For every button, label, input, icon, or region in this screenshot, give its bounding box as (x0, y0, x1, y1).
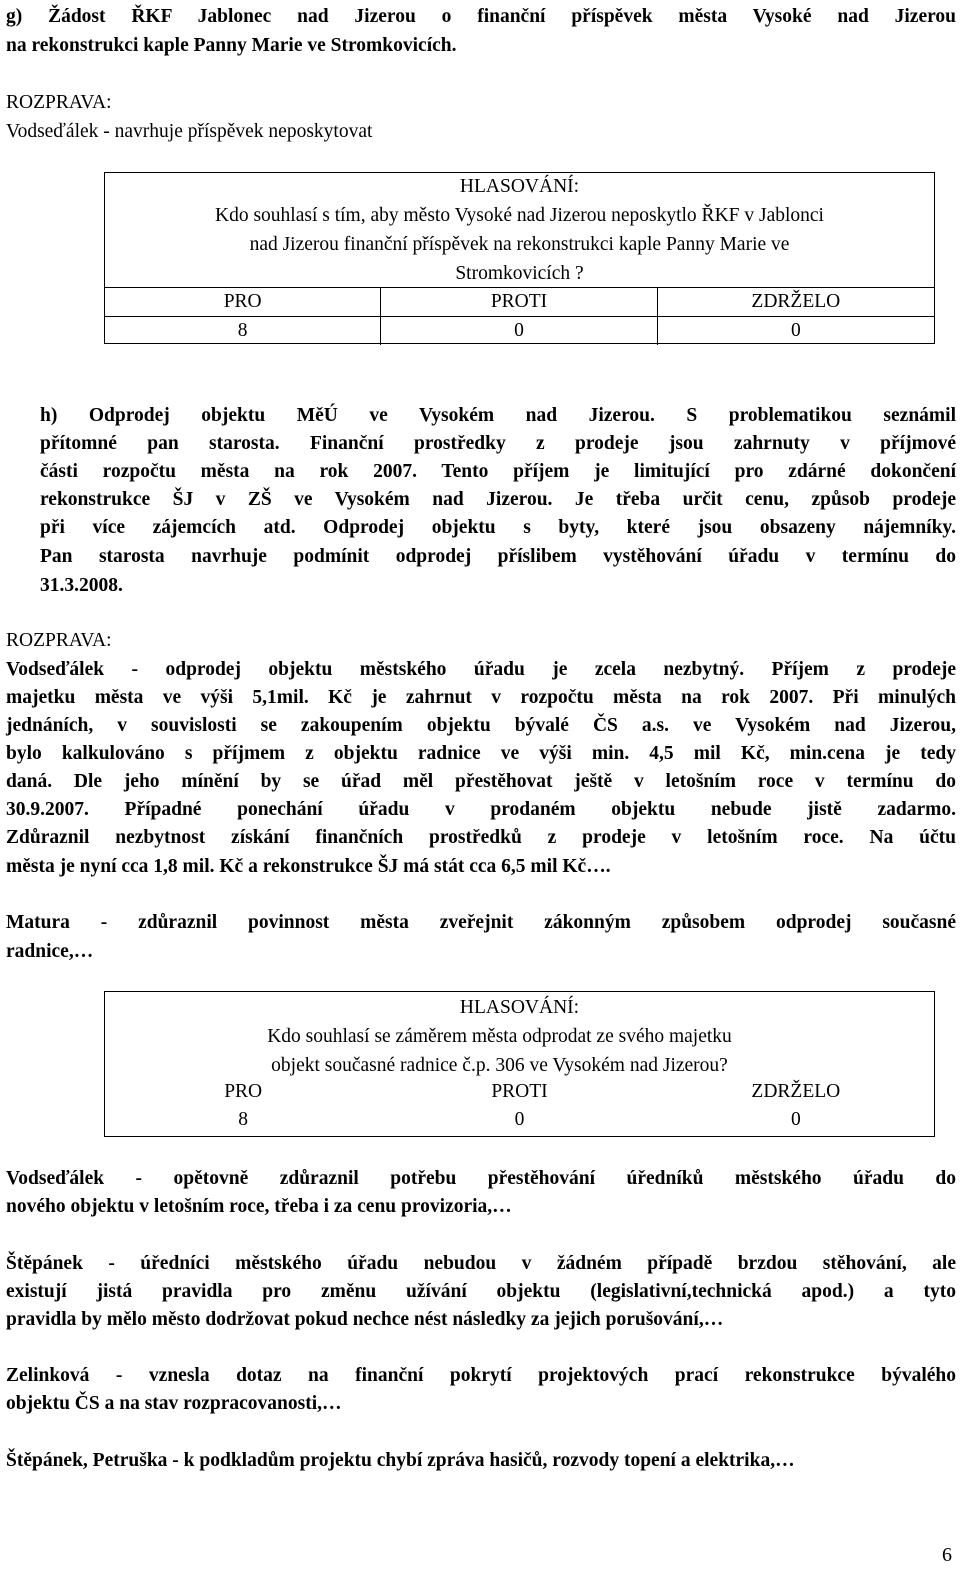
item-g-title-line1: g) Žádost ŘKF Jablonec nad Jizerou o finanční příspěvek města Vysoké nad Jizerou (6, 6, 956, 27)
discussion-matura-line1: Matura - zdůraznil povinnost města zveřejnit zákonným způsobem odprodej současné (6, 912, 956, 933)
item-h-line3: části rozpočtu města na rok 2007. Tento příjem je limitující pro zdárné dokončení (40, 461, 956, 482)
item-g-title-line2: na rekonstrukci kaple Panny Marie ve Stromkovicích. (6, 35, 457, 56)
discussion-vodsedalek-line6: 30.9.2007. Případné ponechání úřadu v prodaném objektu nebude jistě zadarmo. (6, 799, 956, 820)
vote-heading: HLASOVÁNÍ: (459, 997, 580, 1018)
discussion-zelinkova-line2: objektu ČS a na stav rozpracovanosti,… (6, 1393, 342, 1414)
item-h-rozprava-label: ROZPRAVA: (6, 630, 112, 651)
vote-question-line1: Kdo souhlasí se záměrem města odprodat ze svého majetku (267, 1026, 732, 1047)
vote-header-proti: PROTI (381, 287, 657, 316)
vote-question-line3: Stromkovicích ? (455, 263, 584, 284)
discussion-vodsedalek-line3: jednáních, v souvislosti se zakoupením objektu bývalé ČS a.s. ve Vysokém nad Jizerou, (6, 715, 956, 736)
discussion-stepanek-petruska: Štěpánek, Petruška - k podkladům projektu chybí zpráva hasičů, rozvody topení a elektrika,… (6, 1450, 795, 1471)
discussion-vodsedalek2-line1: Vodseďálek - opětovně zdůraznil potřebu přestěhování úředníků městského úřadu do (6, 1168, 956, 1189)
vote-header-proti: PROTI (491, 1081, 548, 1102)
vote-heading: HLASOVÁNÍ: (459, 176, 580, 197)
discussion-vodsedalek-line4: bylo kalkulováno s příjmem z objektu radnice ve výši min. 4,5 mil Kč, min.cena je tedy (6, 743, 956, 764)
vote-value-pro: 8 (105, 316, 381, 345)
discussion-stepanek-line2: existují jistá pravidla pro změnu užívání objektu (legislativní,technická apod.) a tyto (6, 1281, 956, 1302)
vote-results-table (105, 1078, 934, 1134)
vote-value-zdrzelo: 0 (790, 1109, 801, 1130)
discussion-vodsedalek-line2: majetku města ve výši 5,1mil. Kč je zahrnut v rozpočtu města na rok 2007. Při minulých (6, 687, 956, 708)
discussion-stepanek-line3: pravidla by mělo město dodržovat pokud nechce nést následky za jejich porušování,… (6, 1309, 724, 1330)
vote-question-line1: Kdo souhlasí s tím, aby město Vysoké nad Jizerou neposkytlo ŘKF v Jablonci (215, 205, 824, 226)
discussion-vodsedalek-line8: města je nyní cca 1,8 mil. Kč a rekonstrukce ŠJ má stát cca 6,5 mil Kč…. (6, 856, 611, 877)
item-h-line5: při více zájemcích atd. Odprodej objektu s byty, které jsou obsazeny nájemníky. (40, 517, 956, 538)
discussion-vodsedalek-line7: Zdůraznil nezbytnost získání finančních prostředků z prodeje v letošním roce. Na účtu (6, 827, 956, 848)
vote-question-line2: objekt současné radnice č.p. 306 ve Vysokém nad Jizerou? (271, 1055, 728, 1076)
item-g-proposal: Vodseďálek - navrhuje příspěvek neposkytovat (6, 121, 373, 142)
discussion-zelinkova-line1: Zelinková - vznesla dotaz na finanční pokrytí projektových prací rekonstrukce bývalého (6, 1365, 956, 1386)
vote-box-g (104, 172, 935, 344)
item-h-line7: 31.3.2008. (40, 575, 123, 596)
discussion-vodsedalek-line5: daná. Dle jeho mínění by se úřad měl přestěhovat ještě v letošním roce v termínu do (6, 771, 956, 792)
vote-results-table (105, 287, 934, 345)
item-h-line1: h) Odprodej objektu MěÚ ve Vysokém nad Jizerou. S problematikou seznámil (40, 405, 956, 426)
discussion-vodsedalek2-line2: nového objektu v letošním roce, třeba i za cenu provizoria,… (6, 1196, 512, 1217)
vote-value-pro: 8 (238, 1109, 249, 1130)
item-g-rozprava-label: ROZPRAVA: (6, 92, 112, 113)
vote-value-proti: 0 (514, 1109, 525, 1130)
vote-box-h (104, 991, 935, 1137)
item-h-line4: rekonstrukce ŠJ v ZŠ ve Vysokém nad Jizerou. Je třeba určit cenu, způsob prodeje (40, 489, 956, 510)
discussion-vodsedalek-line1: Vodseďálek - odprodej objektu městského úřadu je zcela nezbytný. Příjem z prodeje (6, 659, 956, 680)
vote-header-zdrzelo: ZDRŽELO (751, 1081, 841, 1102)
discussion-stepanek-line1: Štěpánek - úředníci městského úřadu nebudou v žádném případě brzdou stěhování, ale (6, 1253, 956, 1274)
page-number: 6 (942, 1544, 952, 1566)
vote-header-pro: PRO (224, 1081, 263, 1102)
item-h-line6: Pan starosta navrhuje podmínit odprodej příslibem vystěhování úřadu v termínu do (40, 546, 956, 567)
vote-header-zdrzelo: ZDRŽELO (658, 287, 934, 316)
item-h-line2: přítomné pan starosta. Finanční prostředky z prodeje jsou zahrnuty v příjmové (40, 433, 956, 454)
vote-value-proti: 0 (381, 316, 657, 345)
vote-value-zdrzelo: 0 (658, 316, 934, 345)
vote-header-pro: PRO (105, 287, 381, 316)
discussion-matura-line2: radnice,… (6, 941, 94, 962)
vote-question-line2: nad Jizerou finanční příspěvek na rekonstrukci kaple Panny Marie ve (249, 234, 790, 255)
